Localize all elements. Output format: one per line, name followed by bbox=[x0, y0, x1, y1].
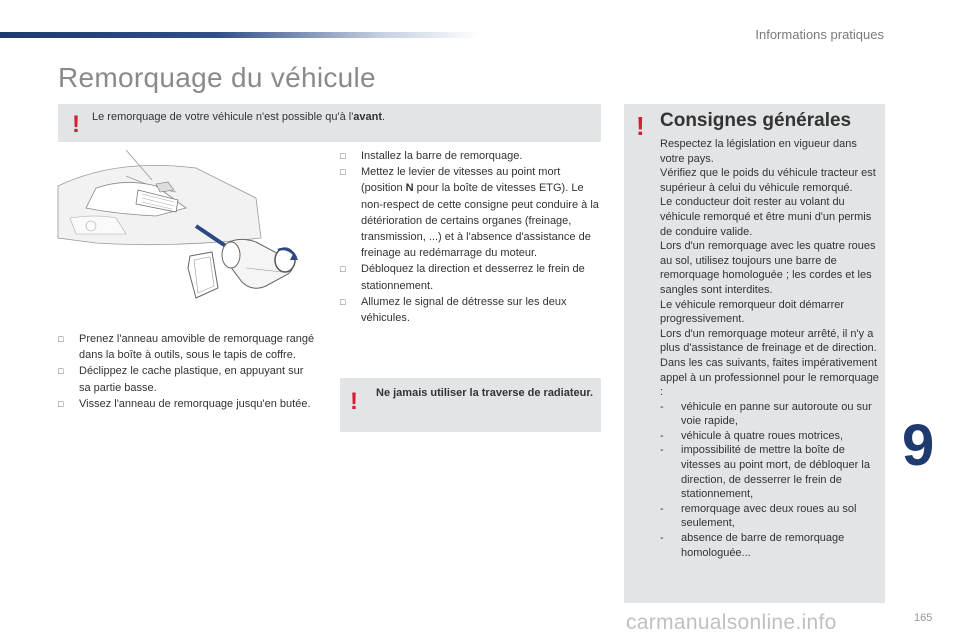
list-item: - absence de barre de remorquage homologuée... bbox=[660, 531, 880, 560]
warning-text: Ne jamais utiliser la traverse de radiateur. bbox=[376, 387, 594, 399]
towing-eye-illustration bbox=[56, 148, 318, 308]
warning-text: Le remorquage de votre véhicule n'est possible qu'à l'avant. bbox=[92, 111, 386, 123]
paragraph: Lors d'un remorquage avec les quatre roues au sol, utilisez toujours une barre de remorquage homologuée ; les cordes et les sangles sont interdites. bbox=[660, 240, 876, 296]
general-instructions-body bbox=[660, 137, 880, 560]
list-item: □ Mettez le levier de vitesses au point mort (position N pour la boîte de vitesses ETG). Le non-respect de cette consigne peut conduire à la détérioration de certains organes (freinage, transmission, ...) et à l'absence d'assistance de freinage au redémarrage du moteur. bbox=[340, 164, 602, 261]
general-instructions-box bbox=[624, 104, 885, 603]
paragraph: Respectez la législation en vigueur dans votre pays. bbox=[660, 138, 857, 165]
warning-box-bottom bbox=[340, 378, 601, 432]
page-number: 165 bbox=[914, 612, 933, 624]
paragraph: Le véhicule remorqueur doit démarrer progressivement. bbox=[660, 298, 845, 326]
list-item: □ Allumez le signal de détresse sur les deux véhicules. bbox=[340, 294, 602, 326]
watermark: carmanualsonline.info bbox=[626, 611, 837, 634]
section-name: Informations pratiques bbox=[755, 27, 884, 42]
page-title: Remorquage du véhicule bbox=[58, 62, 376, 93]
paragraph: Lors d'un remorquage moteur arrêté, il n'y a plus d'assistance de freinage et de direction. bbox=[660, 327, 877, 355]
list-item: □ Déclippez le cache plastique, en appuyant sur sa partie basse. bbox=[58, 363, 316, 395]
towing-procedure-steps bbox=[340, 148, 602, 326]
paragraph: Vérifiez que le poids du véhicule tracteur est supérieur à celui du véhicule remorqué. bbox=[660, 167, 876, 194]
list-item: - remorquage avec deux roues au sol seulement, bbox=[660, 502, 880, 531]
general-instructions-title: Consignes générales bbox=[660, 110, 852, 131]
list-item: □ Vissez l'anneau de remorquage jusqu'en butée. bbox=[58, 396, 316, 412]
list-item: □ Prenez l'anneau amovible de remorquage rangé dans la boîte à outils, sous le tapis de coffre. bbox=[58, 331, 316, 363]
list-item: □ Installez la barre de remorquage. bbox=[340, 148, 602, 164]
warning-icon: ! bbox=[72, 111, 80, 138]
chapter-number: 9 bbox=[902, 413, 935, 478]
list-item: □ Débloquez la direction et desserrez le frein de stationnement. bbox=[340, 261, 602, 293]
warning-icon: ! bbox=[350, 388, 358, 415]
list-item: - véhicule à quatre roues motrices, bbox=[660, 429, 880, 444]
warning-icon: ! bbox=[636, 111, 645, 141]
warning-box-top bbox=[58, 104, 601, 142]
paragraph: Le conducteur doit rester au volant du véhicule remorqué et être muni d'un permis de conduire valide. bbox=[660, 196, 872, 238]
paragraph: Dans les cas suivants, faites impérativement appel à un professionnel pour le remorquage : bbox=[660, 356, 879, 399]
towing-eye-steps bbox=[58, 331, 316, 412]
header-bar bbox=[0, 32, 480, 38]
list-item: - impossibilité de mettre la boîte de vitesses au point mort, de débloquer la direction, de desserrer le frein de stationnement, bbox=[660, 443, 880, 501]
list-item: - véhicule en panne sur autoroute ou sur voie rapide, bbox=[660, 400, 880, 429]
